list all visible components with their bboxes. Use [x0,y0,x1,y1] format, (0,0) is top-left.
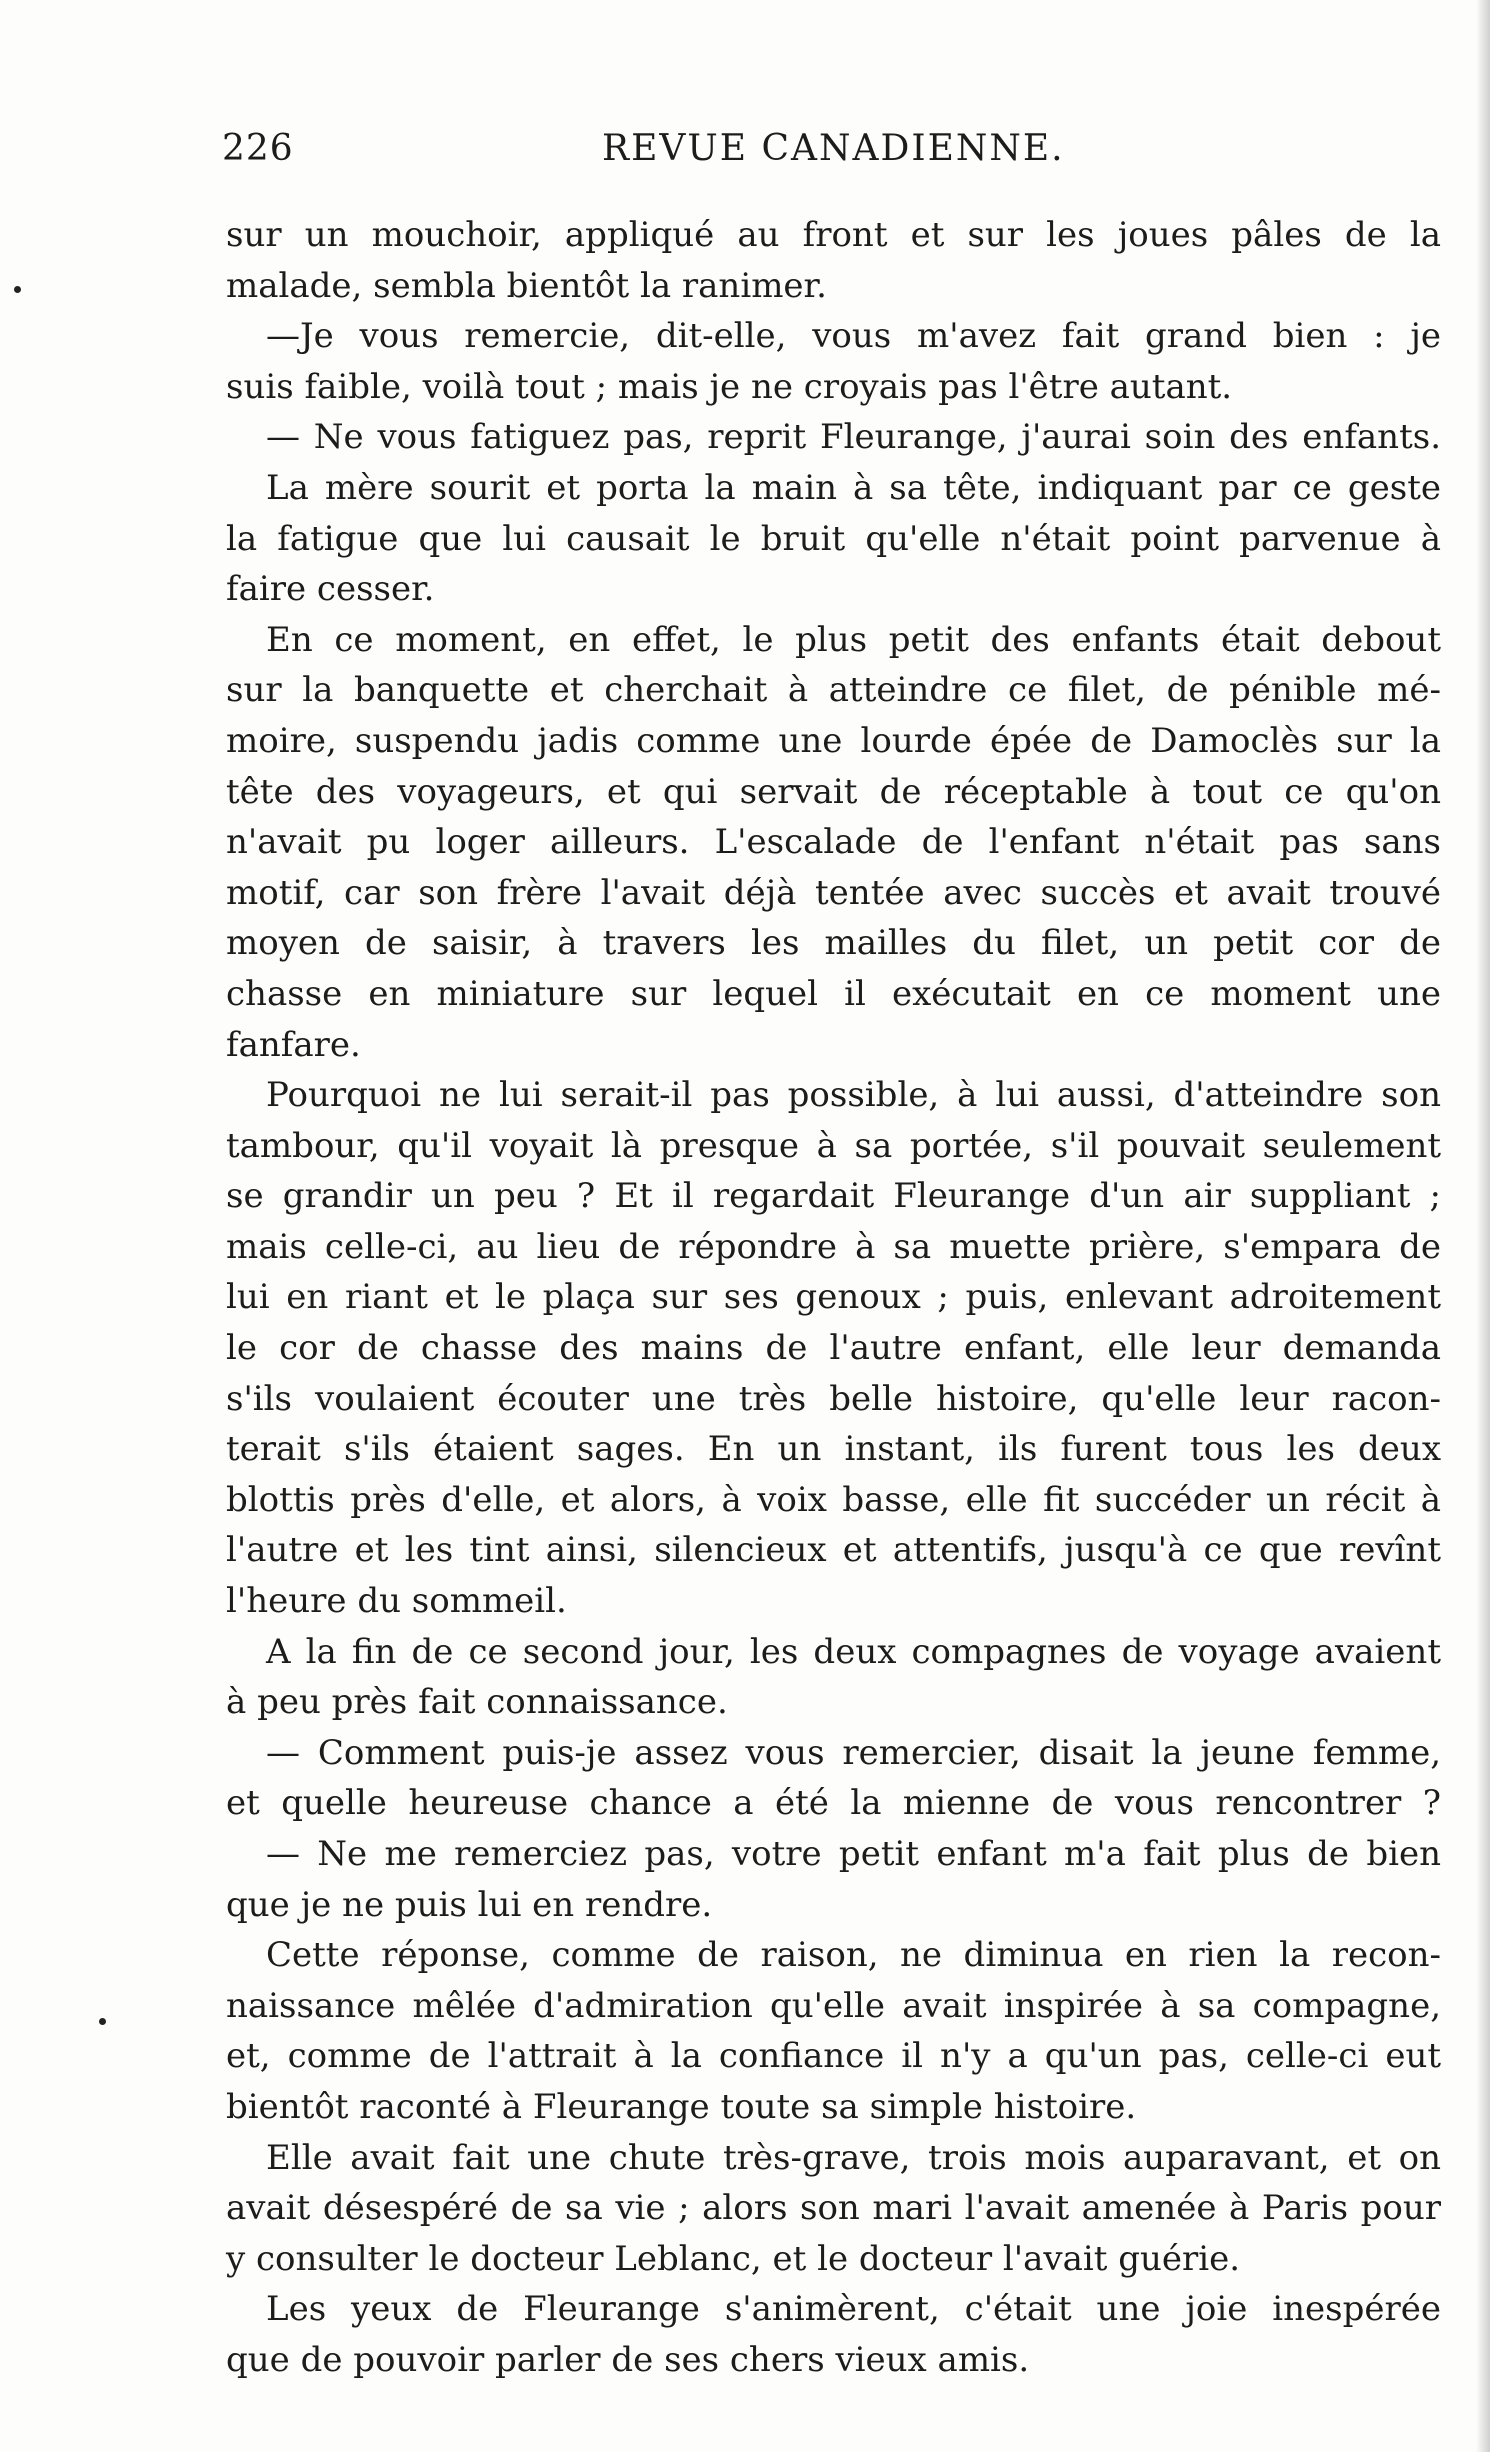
text-line: suis faible, voilà tout ; mais je ne croyais pas l'être autant. [226,366,1233,407]
text-line: terait s'ils étaient sages. En un instant, ils furent tous les deux [226,1429,1441,1470]
page-edge-shadow [1476,0,1490,2452]
page-number: 226 [222,128,294,169]
text-line: la fatigue que lui causait le bruit qu'elle n'était point parvenue à [226,518,1441,559]
text-line: — Comment puis-je assez vous remercier, disait la jeune femme, [266,1732,1441,1773]
text-line: Pourquoi ne lui serait-il pas possible, à lui aussi, d'atteindre son [266,1075,1441,1116]
text-line: à peu près fait connaissance. [226,1682,728,1723]
text-line: La mère sourit et porta la main à sa tête, indiquant par ce geste [266,467,1441,508]
text-line: bientôt raconté à Fleurange toute sa simple histoire. [226,2086,1137,2127]
text-line: se grandir un peu ? Et il regardait Fleurange d'un air suppliant ; [226,1176,1441,1217]
text-line: —Je vous remercie, dit-elle, vous m'avez fait grand bien : je [266,316,1441,357]
text-line: chasse en miniature sur lequel il exécutait en ce moment une [226,973,1441,1014]
text-line: l'heure du sommeil. [226,1581,567,1622]
text-line: fanfare. [226,1024,361,1065]
text-line: l'autre et les tint ainsi, silencieux et attentifs, jusqu'à ce que revînt [226,1530,1441,1571]
text-line: lui en riant et le plaça sur ses genoux ; puis, enlevant adroitement [226,1277,1441,1318]
text-line: s'ils voulaient écouter une très belle histoire, qu'elle leur racon- [226,1378,1441,1419]
text-line: sur la banquette et cherchait à atteindre ce filet, de pénible mé- [226,670,1441,711]
text-line: — Ne me remerciez pas, votre petit enfant m'a fait plus de bien [266,1834,1441,1874]
text-line: blottis près d'elle, et alors, à voix basse, elle fit succéder un récit à [226,1479,1441,1520]
text-line: que de pouvoir parler de ses chers vieux amis. [226,2339,1030,2380]
text-line: moire, suspendu jadis comme une lourde épée de Damoclès sur la [226,720,1441,761]
text-line: avait désespéré de sa vie ; alors son mari l'avait amenée à Paris pour [226,2188,1441,2229]
text-line: Les yeux de Fleurange s'animèrent, c'était une joie inespérée [266,2289,1441,2330]
body-text [226,210,1441,2386]
text-line: naissance mêlée d'admiration qu'elle avait inspirée à sa compagne, [226,1985,1441,2026]
text-line: faire cesser. [226,569,435,610]
text-line: Cette réponse, comme de raison, ne diminua en rien la recon- [266,1935,1441,1976]
text-line: En ce moment, en effet, le plus petit des enfants était debout [266,619,1441,660]
text-line: mais celle-ci, au lieu de répondre à sa muette prière, s'empara de [226,1226,1441,1267]
text-line: malade, sembla bientôt la ranimer. [226,265,827,306]
margin-speck [99,2018,106,2025]
text-line: y consulter le docteur Leblanc, et le docteur l'avait guérie. [226,2238,1241,2279]
text-line: sur un mouchoir, appliqué au front et sur les joues pâles de la [226,215,1441,255]
text-line: tambour, qu'il voyait là presque à sa portée, s'il pouvait seulement [226,1125,1441,1166]
running-title: REVUE CANADIENNE. [602,128,1065,169]
text-line: que je ne puis lui en rendre. [226,1884,713,1925]
text-line: moyen de saisir, à travers les mailles du filet, un petit cor de [226,923,1441,964]
page-header [222,128,1442,188]
text-line: Elle avait fait une chute très-grave, trois mois auparavant, et on [266,2137,1441,2178]
text-line: n'avait pu loger ailleurs. L'escalade de l'enfant n'était pas sans [226,822,1441,863]
text-line: — Ne vous fatiguez pas, reprit Fleurange, j'aurai soin des enfants. [266,417,1441,458]
text-line: le cor de chasse des mains de l'autre enfant, elle leur demanda [226,1328,1441,1369]
margin-speck [14,286,21,293]
text-line: motif, car son frère l'avait déjà tentée avec succès et avait trouvé [226,872,1441,913]
text-line: et quelle heureuse chance a été la mienne de vous rencontrer ? [226,1783,1441,1824]
text-line: A la fin de ce second jour, les deux compagnes de voyage avaient [266,1631,1441,1672]
text-line: tête des voyageurs, et qui servait de réceptable à tout ce qu'on [226,771,1441,812]
text-line: et, comme de l'attrait à la confiance il n'y a qu'un pas, celle-ci eut [226,2036,1441,2077]
